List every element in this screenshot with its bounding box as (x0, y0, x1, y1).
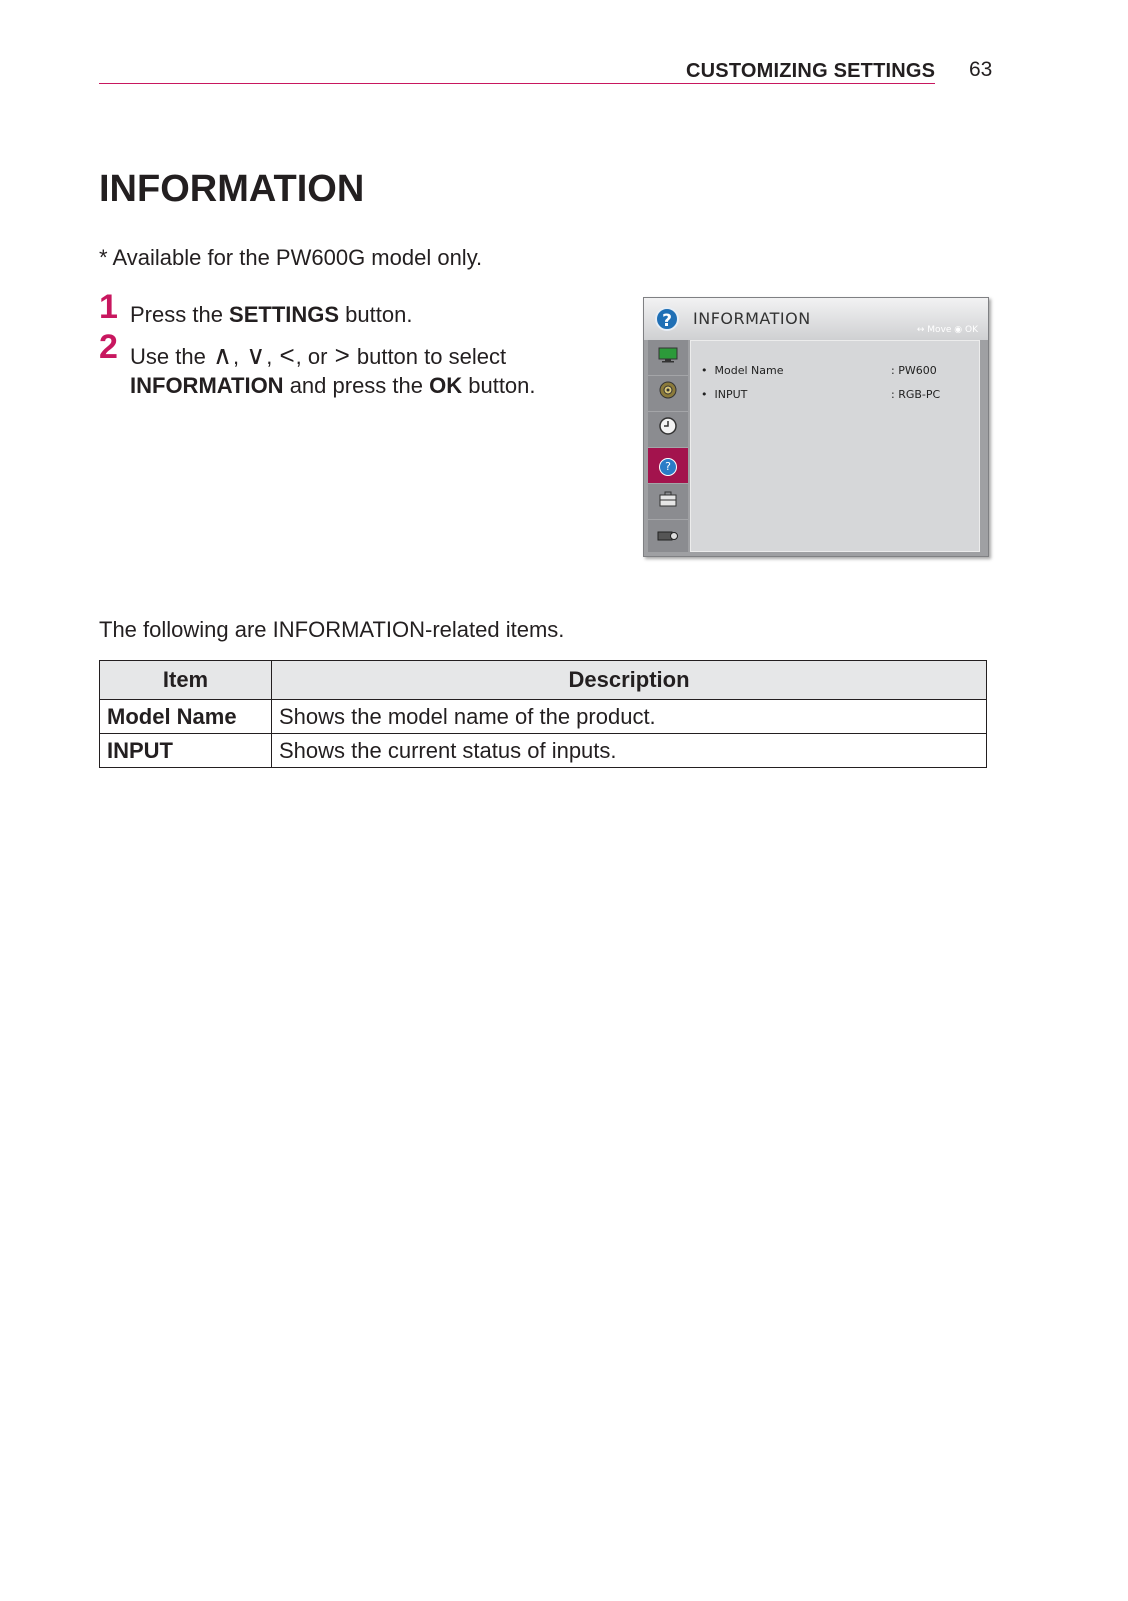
osd-header (644, 298, 988, 340)
information-icon[interactable]: ? (648, 448, 688, 484)
up-arrow-icon: ∧ (212, 340, 232, 370)
header-item: Item (100, 661, 272, 700)
left-arrow-icon: < (279, 340, 295, 370)
audio-icon[interactable] (648, 376, 688, 412)
time-icon[interactable] (648, 412, 688, 448)
option-icon[interactable] (648, 520, 688, 556)
table-row (100, 734, 987, 768)
table-header-row (100, 661, 987, 700)
page-title: INFORMATION (99, 168, 365, 210)
picture-icon[interactable] (648, 340, 688, 376)
table-cell-item: Model Name (100, 700, 272, 734)
table-cell-item: INPUT (100, 734, 272, 768)
table-cell-description: Shows the model name of the product. (272, 700, 987, 734)
osd-hint: ↔ Move ◉ OK (916, 325, 978, 335)
osd-title: INFORMATION (693, 309, 811, 328)
step-number: 1 (99, 288, 118, 326)
table-intro: The following are INFORMATION-related items. (99, 617, 565, 642)
osd-screenshot (643, 297, 989, 557)
availability-note: * Available for the PW600G model only. (99, 245, 483, 270)
page-number: 63 (969, 58, 993, 81)
osd-content: • Model Name : PW600 • INPUT : RGB-PC (690, 340, 980, 552)
step-number: 2 (99, 328, 118, 366)
information-table (99, 660, 987, 768)
table-cell-description: Shows the current status of inputs. (272, 734, 987, 768)
header-description: Description (272, 661, 987, 700)
osd-sidebar (648, 340, 688, 552)
header-rule (99, 83, 935, 84)
table-row (100, 700, 987, 734)
settings-icon[interactable] (648, 484, 688, 520)
information-icon: ? (655, 307, 679, 331)
down-arrow-icon: ∨ (246, 340, 266, 370)
section-header: CUSTOMIZING SETTINGS (686, 60, 936, 82)
right-arrow-icon: > (334, 340, 350, 370)
